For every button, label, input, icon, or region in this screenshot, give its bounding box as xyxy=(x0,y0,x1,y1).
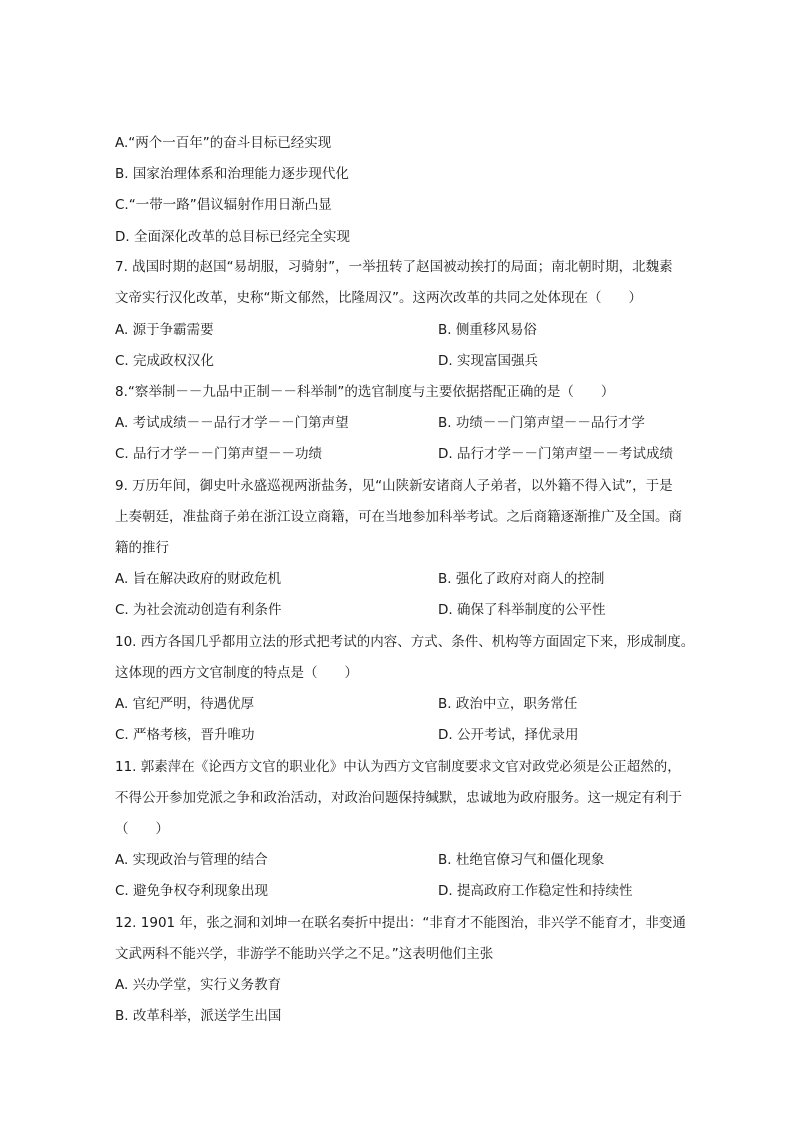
q10-option-b: B. 政治中立，职务常任 xyxy=(438,696,578,712)
q11-option-c: C. 避免争权夺利现象出现 xyxy=(115,883,269,899)
q8-option-d: D. 品行才学－－门第声望－－考试成绩 xyxy=(438,446,673,462)
q11-option-b: B. 杜绝官僚习气和僵化现象 xyxy=(438,852,605,868)
q9-option-c: C. 为社会流动创造有利条件 xyxy=(115,602,282,618)
q7-option-c: C. 完成政权汉化 xyxy=(115,353,215,369)
q8-option-c: C. 品行才学－－门第声望－－功绩 xyxy=(115,446,323,462)
q11-stem-line-1: 11. 郭素萍在《论西方文官的职业化》中认为西方文官制度要求文官对政党必须是公正超然的， xyxy=(115,759,681,775)
q11-stem-line-3: （ ） xyxy=(115,821,169,837)
q7-option-d: D. 实现富国强兵 xyxy=(438,353,538,369)
q11-stem-line-2: 不得公开参加党派之争和政治活动，对政治问题保持缄默，忠诚地为政府服务。这一规定有利于 xyxy=(115,790,682,806)
q8-option-b: B. 功绩－－门第声望－－品行才学 xyxy=(438,415,645,431)
q9-stem-line-2: 上奏朝廷，准盐商子弟在浙江设立商籍，可在当地参加科举考试。之后商籍逐渐推广及全国。商 xyxy=(115,509,682,525)
q12-option-a: A. 兴办学堂，实行义务教育 xyxy=(115,977,282,993)
q7-option-a: A. 源于争霸需要 xyxy=(115,322,214,338)
q10-stem-line-2: 这体现的西方文官制度的特点是（ ） xyxy=(115,665,358,681)
q9-stem-line-1: 9. 万历年间，御史叶永盛巡视两浙盐务，见“山陕新安诸商人子弟者，以外籍不得入试”，于是 xyxy=(115,478,673,494)
q8-stem: 8.“察举制－－九品中正制－－科举制”的选官制度与主要依据搭配正确的是（ ） xyxy=(115,384,615,400)
q10-option-c: C. 严格考核，晋升唯功 xyxy=(115,727,255,743)
q12-option-b: B. 改革科举，派送学生出国 xyxy=(115,1008,282,1024)
q8-option-a: A. 考试成绩－－品行才学－－门第声望 xyxy=(115,415,349,431)
q10-option-a: A. 官纪严明，待遇优厚 xyxy=(115,696,255,712)
q6-option-b: B. 国家治理体系和治理能力逐步现代化 xyxy=(115,166,349,182)
q7-stem-line-2: 文帝实行汉化改革，史称“斯文郁然，比隆周汉”。这两次改革的共同之处体现在（ ） xyxy=(115,290,642,306)
q9-option-a: A. 旨在解决政府的财政危机 xyxy=(115,571,282,587)
q7-option-b: B. 侧重移风易俗 xyxy=(438,322,537,338)
q9-stem-line-3: 籍的推行 xyxy=(115,540,169,556)
q6-option-a: A.“两个一百年”的奋斗目标已经实现 xyxy=(115,135,332,151)
q6-option-c: C.“一带一路”倡议辐射作用日渐凸显 xyxy=(115,197,332,213)
q10-option-d: D. 公开考试，择优录用 xyxy=(438,727,579,743)
q9-option-d: D. 确保了科举制度的公平性 xyxy=(438,602,606,618)
q10-stem-line-1: 10. 西方各国几乎都用立法的形式把考试的内容、方式、条件、机构等方面固定下来，形成制度。 xyxy=(115,634,695,650)
q7-stem-line-1: 7. 战国时期的赵国“易胡服，习骑射”，一举扭转了赵国被动挨打的局面；南北朝时期，北魏素 xyxy=(115,259,673,275)
q11-option-d: D. 提高政府工作稳定性和持续性 xyxy=(438,883,633,899)
q6-option-d: D. 全面深化改革的总目标已经完全实现 xyxy=(115,229,350,245)
q12-stem-line-2: 文武两科不能兴学，非游学不能助兴学之不足。”这表明他们主张 xyxy=(115,946,494,962)
q12-stem-line-1: 12. 1901 年，张之洞和刘坤一在联名奏折中提出：“非育才不能图治，非兴学不能育才，非变通 xyxy=(115,915,686,931)
q11-option-a: A. 实现政治与管理的结合 xyxy=(115,852,268,868)
q9-option-b: B. 强化了政府对商人的控制 xyxy=(438,571,605,587)
